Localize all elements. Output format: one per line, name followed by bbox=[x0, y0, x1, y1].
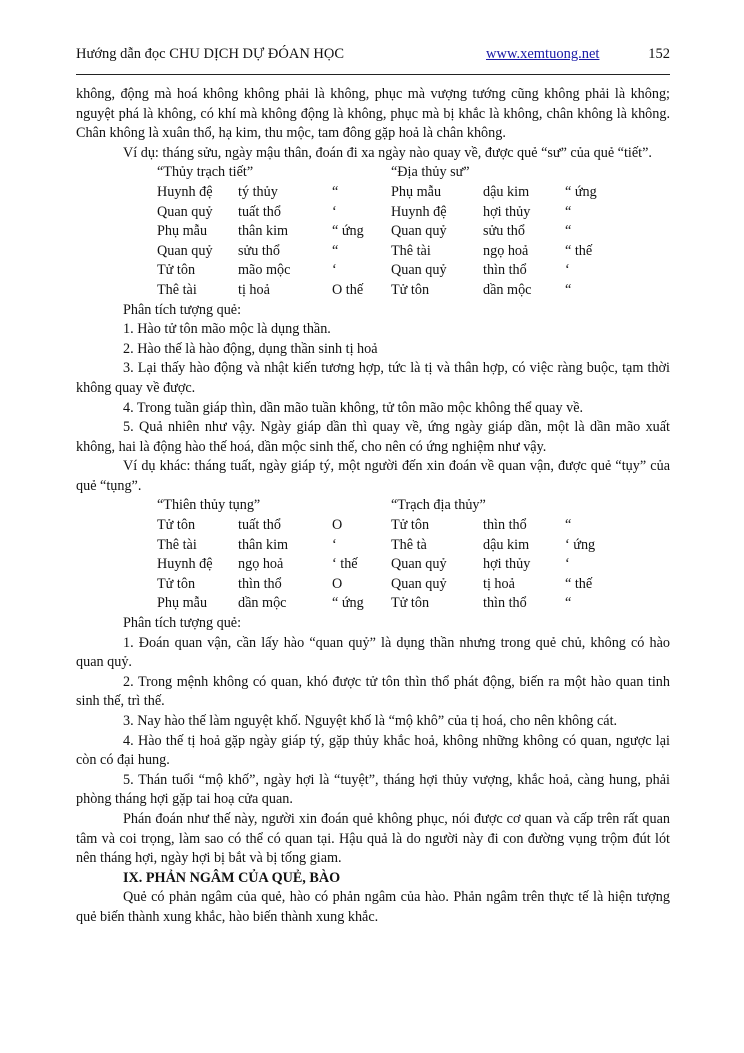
list-item: 3. Lại thấy hào động và nhật kiến tương hợp, tức là tị và thân hợp, có việc ràng buộc, tạm thời không quay về được. bbox=[76, 360, 670, 396]
cell: O bbox=[332, 517, 343, 534]
cell: “ thế bbox=[565, 242, 593, 259]
cell: Huynh đệ bbox=[157, 183, 213, 200]
list-item: 4. Hào thế tị hoả gặp ngày giáp tý, gặp thủy khắc hoả, không những không có quan, ngược lại còn có đại hung. bbox=[76, 732, 670, 769]
cell: ‘ thế bbox=[332, 556, 358, 573]
paragraph: Phán đoán như thế này, người xin đoán quẻ không phục, nói được cơ quan và cấp trên rất quan tâm và coi trọng, làm sao có thể có quan tại. Hậu quả là do người này đi con đường vụng trộm đút lót nên tháng hợi, ngày hợi bị bắt và bị tống giam. bbox=[76, 810, 670, 867]
cell: O thế bbox=[332, 281, 364, 298]
cell: Thê tài bbox=[391, 242, 431, 259]
cell: dần mộc bbox=[483, 281, 532, 298]
cell: ‘ bbox=[332, 536, 337, 553]
analysis-label: Phân tích tượng quẻ: bbox=[123, 615, 242, 632]
cell: “ thế bbox=[565, 575, 593, 592]
cell: dần mộc bbox=[238, 595, 287, 612]
table-title-row bbox=[157, 163, 670, 183]
cell: Tử tôn bbox=[391, 595, 430, 612]
paragraph: Ví dụ: tháng sửu, ngày mậu thân, đoán đi xa ngày nào quay về, được quẻ “sư” của quẻ “tiết”. bbox=[123, 144, 652, 161]
right-hexagram-title: “Địa thủy sư” bbox=[391, 164, 470, 181]
cell: Tử tôn bbox=[157, 262, 196, 279]
cell: thân kim bbox=[238, 536, 289, 553]
cell: Tử tôn bbox=[391, 517, 430, 534]
cell: Quan quỷ bbox=[391, 556, 447, 573]
cell: tý thủy bbox=[238, 183, 278, 200]
cell: “ bbox=[332, 242, 339, 259]
table-row bbox=[157, 594, 670, 614]
section-heading: IX. PHẢN NGÂM CỦA QUẺ, BÀO bbox=[123, 869, 341, 886]
cell: “ ứng bbox=[332, 595, 364, 612]
page-number: 152 bbox=[648, 46, 670, 62]
cell: sửu thổ bbox=[483, 223, 525, 240]
hexagram-table-2 bbox=[157, 496, 670, 614]
analysis-label: Phân tích tượng quẻ: bbox=[123, 301, 242, 318]
cell: ‘ bbox=[332, 262, 337, 279]
table-row bbox=[157, 536, 670, 556]
table-row bbox=[157, 203, 670, 223]
table-row bbox=[157, 575, 670, 595]
cell: dậu kim bbox=[483, 183, 530, 200]
paragraph: Ví dụ khác: tháng tuất, ngày giáp tý, một người đến xin đoán về quan vận, được quẻ “tụy” của quẻ “tụng”. bbox=[76, 458, 670, 494]
cell: sửu thổ bbox=[238, 242, 280, 259]
cell: ngọ hoả bbox=[483, 242, 529, 259]
cell: Huynh đệ bbox=[391, 203, 447, 220]
cell: ‘ ứng bbox=[565, 536, 596, 553]
cell: Thê tài bbox=[157, 281, 197, 298]
cell: Phụ mẫu bbox=[157, 595, 208, 612]
cell: “ bbox=[565, 517, 572, 534]
cell: ‘ bbox=[332, 203, 337, 220]
table-row bbox=[157, 242, 670, 262]
cell: O bbox=[332, 575, 343, 592]
cell: ngọ hoả bbox=[238, 556, 284, 573]
cell: hợi thủy bbox=[483, 556, 531, 573]
list-item: 3. Nay hào thế làm nguyệt khố. Nguyệt khố là “mộ khô” của tị hoá, cho nên không cát. bbox=[123, 713, 618, 729]
cell: Quan quỷ bbox=[391, 262, 447, 279]
cell: Quan quỷ bbox=[157, 242, 213, 259]
table-row bbox=[157, 261, 670, 281]
cell: “ bbox=[332, 183, 339, 200]
cell: thìn thổ bbox=[483, 595, 527, 612]
cell: mão mộc bbox=[238, 262, 291, 279]
list-item: 5. Thán tuổi “mộ khố”, ngày hợi là “tuyệt”, tháng hợi thủy vượng, khắc hoả, càng hung, phải phòng tháng hợi gặp tai hoạ cửa quan. bbox=[76, 771, 670, 808]
paragraph: không, động mà hoá không không phải là không, phục mà vượng tướng cũng không phải là không; nguyệt phá là không, có khí mà không động là không, phục mà bị khắc là không, chân không là không. Chân không là xuân thổ, hạ kim, thu mộc, tam đông gặp hoả là chân không. bbox=[76, 86, 670, 142]
cell: Phụ mẫu bbox=[391, 183, 442, 200]
table-row bbox=[157, 555, 670, 575]
cell: Thê tài bbox=[157, 536, 197, 553]
cell: “ bbox=[565, 595, 572, 612]
list-item: 5. Quả nhiên như vậy. Ngày giáp dần thì quay về, ứng ngày giáp dần, một là dần mão xuất không, hai là động hào thế hoá, dần mộc sinh thế, cho nên có ứng nghiệm như vậy. bbox=[76, 419, 670, 455]
page-body bbox=[76, 85, 670, 928]
cell: “ bbox=[565, 223, 572, 240]
left-hexagram-title: “Thủy trạch tiết” bbox=[157, 164, 254, 181]
cell: Tử tôn bbox=[391, 281, 430, 298]
cell: “ ứng bbox=[332, 223, 364, 240]
table-row bbox=[157, 516, 670, 536]
cell: tị hoả bbox=[483, 575, 515, 592]
list-item: 1. Hào tử tôn mão mộc là dụng thần. bbox=[123, 321, 331, 338]
cell: tuất thổ bbox=[238, 203, 281, 220]
cell: Quan quỷ bbox=[391, 223, 447, 240]
table-row bbox=[157, 183, 670, 203]
hexagram-table-1 bbox=[157, 163, 670, 300]
cell: tuất thổ bbox=[238, 517, 281, 534]
cell: ‘ bbox=[565, 556, 570, 573]
cell: tị hoả bbox=[238, 281, 270, 298]
cell: hợi thủy bbox=[483, 203, 531, 220]
cell: Huynh đệ bbox=[157, 556, 213, 573]
paragraph: Quẻ có phản ngâm của quẻ, hào có phản ngâm của hào. Phản ngâm trên thực tế là hiện tượng quẻ biến thành xung khắc, hào biến thành xung khắc. bbox=[76, 889, 670, 925]
cell: thân kim bbox=[238, 223, 289, 240]
table-row bbox=[157, 222, 670, 242]
list-item: 2. Hào thế là hào động, dụng thần sinh tị hoả bbox=[123, 340, 378, 357]
cell: thìn thổ bbox=[483, 262, 527, 279]
list-item: 2. Trong mệnh không có quan, khó được tử tôn thìn thổ phát động, biến ra một hào quan tinh sinh thế, trì thế. bbox=[76, 673, 670, 710]
cell: Tử tôn bbox=[157, 575, 196, 592]
page-header bbox=[76, 46, 670, 68]
table-row bbox=[157, 281, 670, 301]
right-hexagram-title: “Trạch địa thủy” bbox=[391, 497, 486, 514]
cell: Tử tôn bbox=[157, 517, 196, 534]
header-divider bbox=[76, 74, 670, 75]
cell: Thê tà bbox=[391, 536, 427, 553]
cell: thìn thổ bbox=[238, 575, 282, 592]
cell: “ bbox=[565, 203, 572, 220]
cell: Quan quỷ bbox=[391, 575, 447, 592]
book-title: Hướng dẫn đọc CHU DỊCH DỰ ĐÓAN HỌC bbox=[76, 46, 345, 62]
cell: thìn thổ bbox=[483, 517, 527, 534]
cell: dậu kim bbox=[483, 536, 530, 553]
list-item: 1. Đoán quan vận, cần lấy hào “quan quỷ” là dụng thần nhưng trong quẻ chủ, không có hào quan quỷ. bbox=[76, 634, 670, 671]
cell: “ bbox=[565, 281, 572, 298]
cell: “ ứng bbox=[565, 183, 597, 200]
cell: Phụ mẫu bbox=[157, 223, 208, 240]
list-item: 4. Trong tuần giáp thìn, dần mão tuần không, tử tôn mão mộc không thể quay về. bbox=[123, 399, 584, 416]
left-hexagram-title: “Thiên thủy tụng” bbox=[157, 497, 261, 514]
cell: ‘ bbox=[565, 262, 570, 279]
website-link[interactable]: www.xemtuong.net bbox=[486, 46, 600, 62]
cell: Quan quỷ bbox=[157, 203, 213, 220]
table-title-row bbox=[157, 496, 670, 516]
